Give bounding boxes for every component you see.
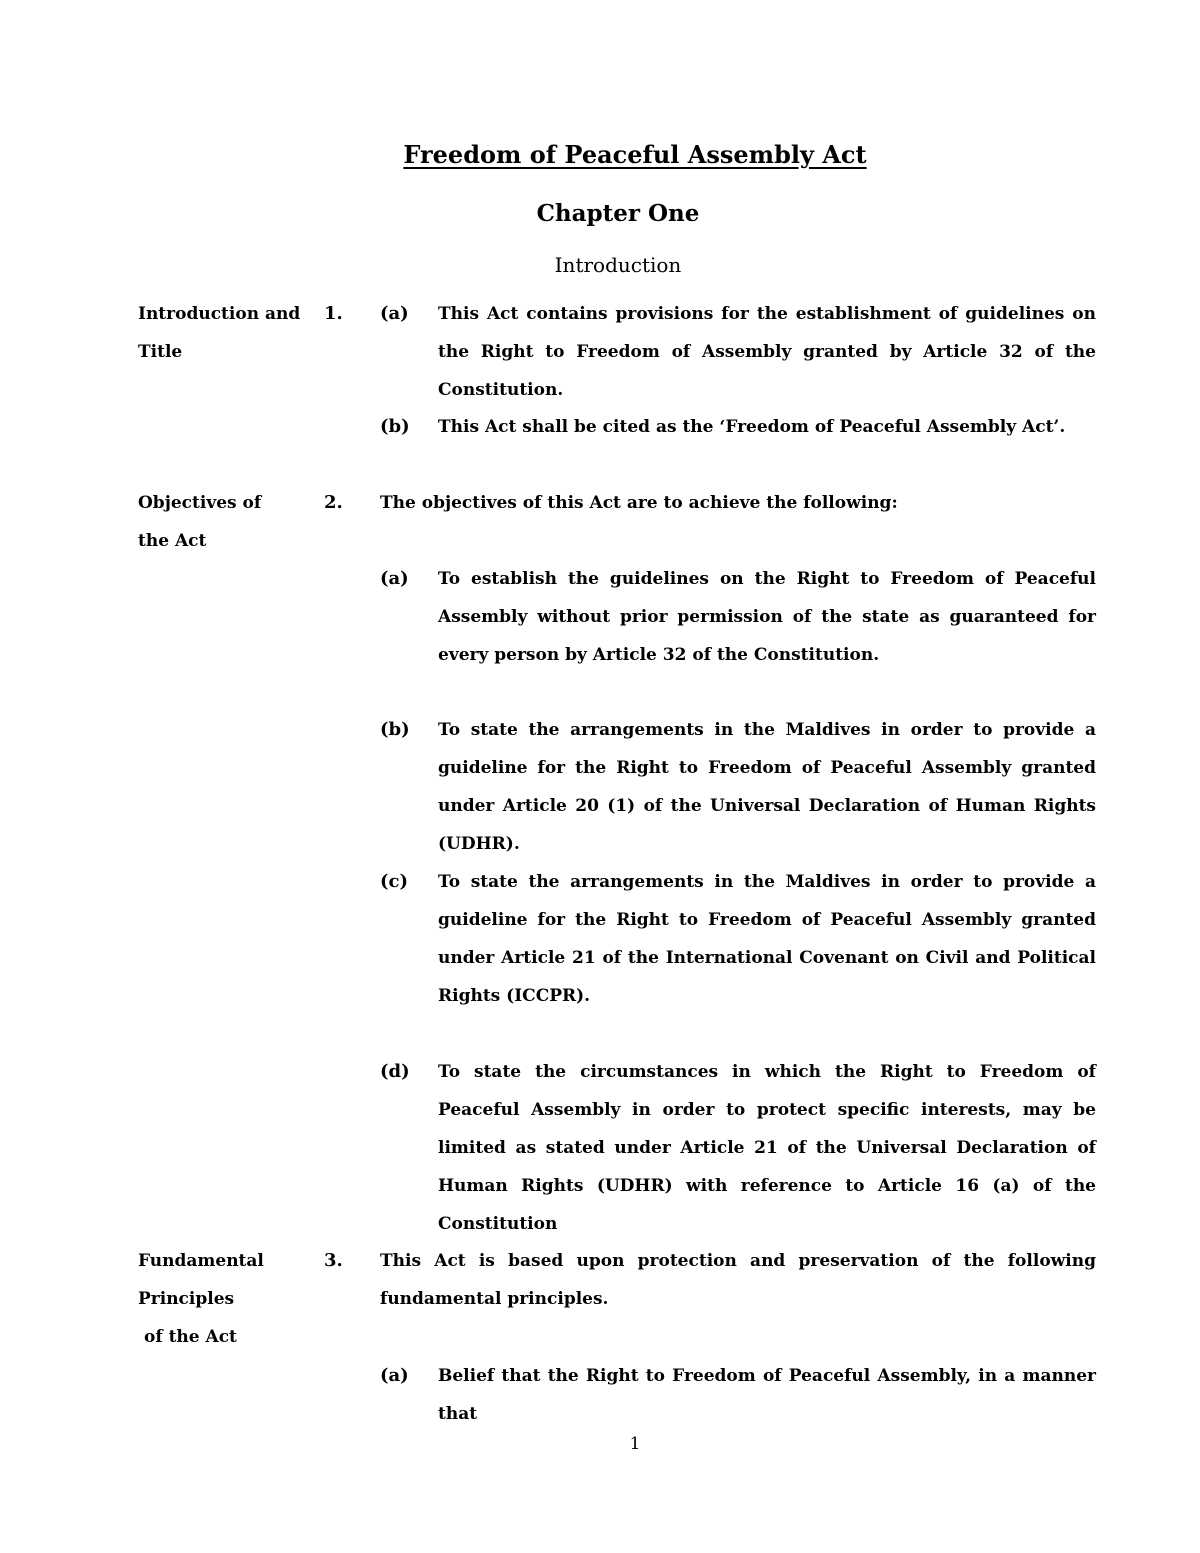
chapter-heading: Chapter One [536,200,700,227]
margin-note-line: Principles [138,1289,235,1309]
document-title: Freedom of Peaceful Assembly Act [403,140,867,169]
paragraph-label-1b: (b) [380,416,410,437]
paragraph-label-2c: (c) [380,871,408,892]
page-number: 1 [629,1434,641,1454]
paragraph-text-2b: To state the arrangements in the Maldives in order to provide a guideline for the Right to Freedom of Peaceful Assembly granted under Article 20 (1) of the Universal Declaration of Human Rights (UDHR). [438,720,1096,854]
paragraph-label-2a: (a) [380,568,409,589]
paragraph-text-1a: This Act contains provisions for the establishment of guidelines on the Right to Freedom of Assembly granted by Article 32 of the Constitution. [438,304,1096,400]
paragraph-label-2d: (d) [380,1061,410,1082]
section-lead-3: This Act is based upon protection and preservation of the following fundamental principles. [380,1251,1096,1309]
section-heading: Introduction [554,253,682,277]
margin-note-line: of the Act [144,1327,237,1347]
section-number-3: 3. [324,1250,343,1271]
paragraph-label-3a: (a) [380,1365,409,1386]
margin-note-line: Fundamental [138,1251,264,1271]
margin-note-section-1: Introduction and Title [138,304,301,362]
paragraph-label-2b: (b) [380,719,410,740]
section-number-1: 1. [324,303,343,324]
paragraph-label-1a: (a) [380,303,409,324]
margin-note-section-2: Objectives of the Act [138,493,262,551]
paragraph-text-3a: Belief that the Right to Freedom of Peaceful Assembly, in a manner that [438,1366,1096,1424]
paragraph-text-2c: To state the arrangements in the Maldives in order to provide a guideline for the Right to Freedom of Peaceful Assembly granted under Article 21 of the International Covenant on Civil and Political Rights (ICCPR). [438,872,1096,1006]
section-number-2: 2. [324,492,343,513]
margin-note-section-3 [138,1242,308,1356]
paragraph-text-1b: This Act shall be cited as the ‘Freedom of Peaceful Assembly Act’. [438,417,1066,437]
paragraph-text-2d: To state the circumstances in which the Right to Freedom of Peaceful Assembly in order to protect specific interests, may be limited as stated under Article 21 of the Universal Declaration of Human Rights (UDHR) with reference to Article 16 (a) of the Constitution [438,1062,1096,1234]
section-lead-2: The objectives of this Act are to achieve the following: [380,493,898,513]
paragraph-text-2a: To establish the guidelines on the Right to Freedom of Peaceful Assembly without prior permission of the state as guaranteed for every person by Article 32 of the Constitution. [438,569,1096,665]
